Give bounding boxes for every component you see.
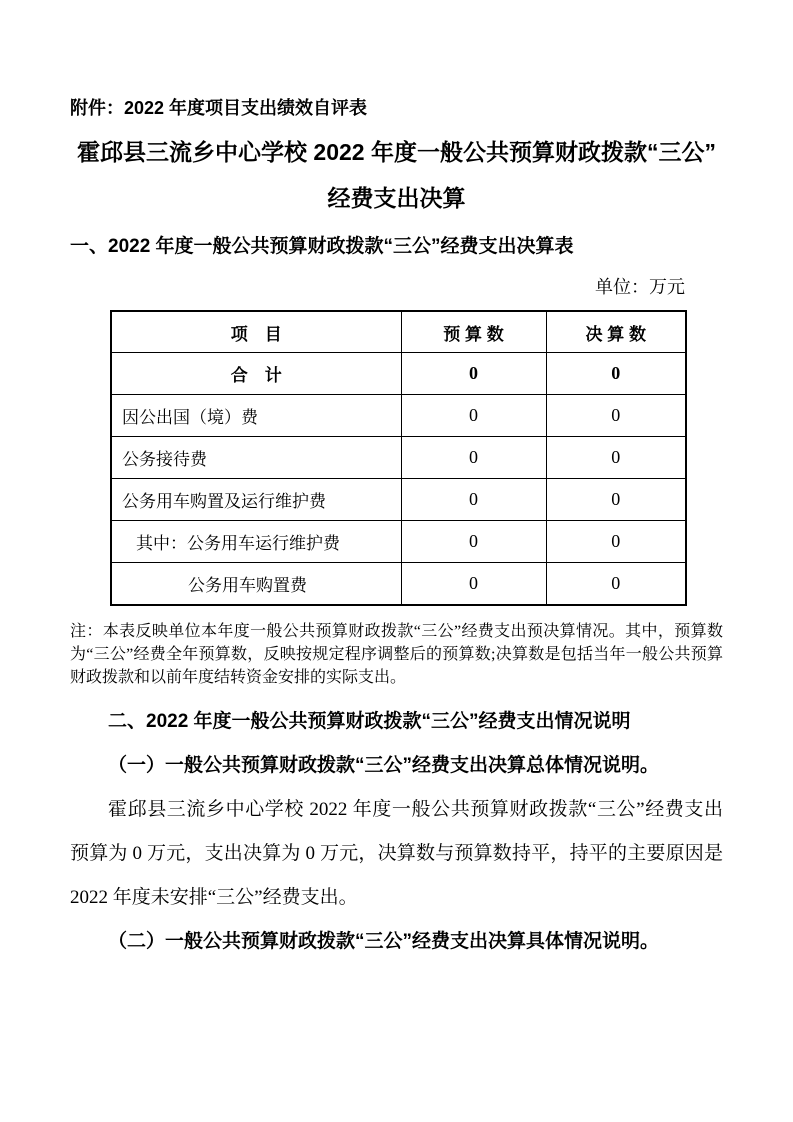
budget-cell: 0: [401, 479, 546, 521]
document-title: [70, 129, 723, 221]
subsection-1-heading: （一）一般公共预算财政拨款“三公”经费支出决算总体情况说明。: [108, 754, 660, 776]
item-cell: 公务用车购置及运行维护费: [111, 479, 401, 521]
final-cell: 0: [546, 437, 686, 479]
table-footnote: 注：本表反映单位本年度一般公共预算财政拨款“三公”经费支出预决算情况。其中，预算数为“三公”经费全年预算数，反映按规定程序调整后的预算数;决算数是包括当年一般公共预算财政拨款和以前年度结转资金安排的实际支出。: [70, 622, 723, 687]
section-2-heading: 二、2022 年度一般公共预算财政拨款“三公”经费支出情况说明: [108, 710, 631, 732]
attachment-line: 附件：2022 年度项目支出绩效自评表: [70, 98, 368, 118]
table-row: [111, 437, 686, 479]
table-row: [111, 563, 686, 605]
final-cell: 0: [546, 395, 686, 437]
column-header-item: 项 目: [111, 311, 401, 353]
table-row-total: [111, 353, 686, 395]
budget-cell: 0: [401, 395, 546, 437]
item-cell: 合 计: [111, 353, 401, 395]
table-row: [111, 521, 686, 563]
unit-note: 单位：万元: [595, 277, 685, 298]
overall-situation-paragraph: 霍邱县三流乡中心学校 2022 年度一般公共预算财政拨款“三公”经费支出预算为 0 万元，支出决算为 0 万元，决算数与预算数持平，持平的主要原因是 2022 年度未安排“三公”经费支出。: [70, 798, 723, 908]
budget-cell: 0: [401, 437, 546, 479]
final-cell: 0: [546, 563, 686, 605]
budget-cell: 0: [401, 563, 546, 605]
budget-cell: 0: [401, 353, 546, 395]
subsection-2-heading: （二）一般公共预算财政拨款“三公”经费支出决算具体情况说明。: [108, 930, 660, 952]
final-cell: 0: [546, 521, 686, 563]
final-cell: 0: [546, 479, 686, 521]
table-row: [111, 479, 686, 521]
item-cell: 其中：公务用车运行维护费: [111, 521, 401, 563]
final-cell: 0: [546, 353, 686, 395]
budget-cell: 0: [401, 521, 546, 563]
three-public-expense-table: [110, 310, 687, 606]
item-cell: 公务用车购置费: [111, 563, 401, 605]
item-cell: 因公出国（境）费: [111, 395, 401, 437]
table-header-row: [111, 311, 686, 353]
item-cell: 公务接待费: [111, 437, 401, 479]
column-header-final: 决 算 数: [546, 311, 686, 353]
table-row: [111, 395, 686, 437]
column-header-budget: 预 算 数: [401, 311, 546, 353]
document-title-line-1: 霍邱县三流乡中心学校 2022 年度一般公共预算财政拨款“三公”: [77, 139, 716, 166]
document-title-line-2: 经费支出决算: [327, 185, 466, 212]
section-1-heading: 一、2022 年度一般公共预算财政拨款“三公”经费支出决算表: [70, 236, 574, 258]
